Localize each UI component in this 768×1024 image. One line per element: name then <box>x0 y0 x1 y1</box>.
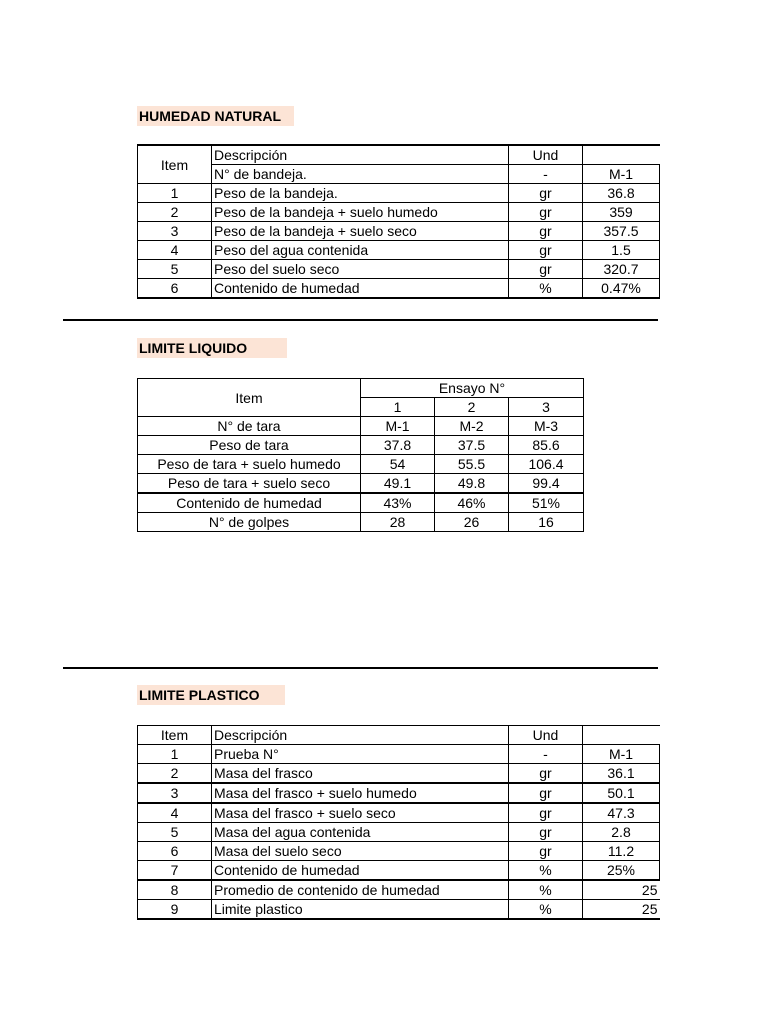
header-descripcion: Descripción <box>212 726 509 745</box>
row-value: 2.8 <box>583 823 660 842</box>
row-und: gr <box>509 764 583 784</box>
table-row <box>138 513 584 532</box>
row-value: 36.8 <box>583 184 660 203</box>
row-desc: Contenido de humedad <box>212 279 509 299</box>
row-item: 6 <box>138 842 212 861</box>
header-item: Item <box>138 726 212 745</box>
row-und: - <box>509 165 583 184</box>
row-und: gr <box>509 184 583 203</box>
row-desc: Prueba N° <box>212 745 509 764</box>
row-desc: Peso del agua contenida <box>212 241 509 260</box>
row-value: M-1 <box>583 745 660 764</box>
row-desc: Limite plastico <box>212 900 509 920</box>
row-item: 9 <box>138 900 212 920</box>
row-desc: Peso de la bandeja. <box>212 184 509 203</box>
section-divider <box>63 319 658 321</box>
humedad-natural-title: HUMEDAD NATURAL <box>137 106 294 126</box>
table-row <box>138 417 584 436</box>
table-row <box>138 184 660 203</box>
row-item: 4 <box>138 241 212 260</box>
row-und: % <box>509 900 583 920</box>
row-und: gr <box>509 203 583 222</box>
section-divider <box>63 667 658 669</box>
row-value-1: 28 <box>361 513 435 532</box>
row-value: 11.2 <box>583 842 660 861</box>
table-row <box>138 823 660 842</box>
row-value-1: 54 <box>361 455 435 474</box>
limite-plastico-title: LIMITE PLASTICO <box>137 685 285 705</box>
table-header-row <box>138 379 584 398</box>
row-value-1: 43% <box>361 493 435 513</box>
row-desc: Peso de la bandeja + suelo humedo <box>212 203 509 222</box>
table-row <box>138 455 584 474</box>
row-value: 359 <box>583 203 660 222</box>
header-item: Item <box>138 379 361 417</box>
row-value-2: 37.5 <box>435 436 509 455</box>
row-value: 0.47% <box>583 279 660 299</box>
row-value: 25 <box>583 880 660 900</box>
row-value-1: 37.8 <box>361 436 435 455</box>
row-value: M-1 <box>583 165 660 184</box>
row-item: 2 <box>138 764 212 784</box>
table-row <box>138 493 584 513</box>
row-label: Contenido de humedad <box>138 493 361 513</box>
table-row <box>138 880 660 900</box>
header-ensayo: Ensayo N° <box>361 379 584 398</box>
row-value: 1.5 <box>583 241 660 260</box>
header-und: Und <box>509 145 583 165</box>
row-desc: Peso de la bandeja + suelo seco <box>212 222 509 241</box>
header-item: Item <box>138 145 212 184</box>
header-descripcion: Descripción <box>212 145 509 165</box>
row-item: 7 <box>138 861 212 881</box>
row-value: 47.3 <box>583 803 660 823</box>
table-row <box>138 222 660 241</box>
table-row <box>138 436 584 455</box>
row-label: Peso de tara + suelo seco <box>138 474 361 494</box>
row-value-3: 51% <box>509 493 584 513</box>
row-value-2: 26 <box>435 513 509 532</box>
table-row <box>138 165 660 184</box>
table-row <box>138 279 660 299</box>
row-value-3: M-3 <box>509 417 584 436</box>
row-und: % <box>509 279 583 299</box>
row-desc: N° de bandeja. <box>212 165 509 184</box>
table-row <box>138 241 660 260</box>
row-item: 1 <box>138 184 212 203</box>
row-value: 36.1 <box>583 764 660 784</box>
row-desc: Contenido de humedad <box>212 861 509 881</box>
row-item: 5 <box>138 823 212 842</box>
row-und: gr <box>509 842 583 861</box>
header-ensayo-2: 2 <box>435 398 509 417</box>
row-item: 8 <box>138 880 212 900</box>
row-value: 25% <box>583 861 660 881</box>
row-value-2: 55.5 <box>435 455 509 474</box>
table-row <box>138 745 660 764</box>
row-value-3: 106.4 <box>509 455 584 474</box>
limite-liquido-title: LIMITE LIQUIDO <box>137 338 287 358</box>
header-und: Und <box>509 726 583 745</box>
row-item: 6 <box>138 279 212 299</box>
table-row <box>138 764 660 784</box>
row-und: gr <box>509 222 583 241</box>
row-label: Peso de tara <box>138 436 361 455</box>
limite-liquido-table <box>137 378 584 532</box>
row-value-2: 46% <box>435 493 509 513</box>
header-ensayo-3: 3 <box>509 398 584 417</box>
table-row <box>138 861 660 881</box>
header-value-empty <box>583 145 660 165</box>
header-ensayo-1: 1 <box>361 398 435 417</box>
row-desc: Masa del frasco + suelo seco <box>212 803 509 823</box>
table-row <box>138 842 660 861</box>
table-row <box>138 203 660 222</box>
row-value-2: 49.8 <box>435 474 509 494</box>
humedad-natural-table <box>137 144 660 299</box>
table-header-row <box>138 726 660 745</box>
row-value: 50.1 <box>583 783 660 803</box>
row-und: gr <box>509 241 583 260</box>
row-value-3: 85.6 <box>509 436 584 455</box>
row-label: N° de tara <box>138 417 361 436</box>
row-item: 3 <box>138 783 212 803</box>
row-value-1: M-1 <box>361 417 435 436</box>
row-und: gr <box>509 803 583 823</box>
row-value-2: M-2 <box>435 417 509 436</box>
table-row <box>138 474 584 494</box>
row-desc: Masa del suelo seco <box>212 842 509 861</box>
row-item: 1 <box>138 745 212 764</box>
row-und: gr <box>509 260 583 279</box>
row-und: % <box>509 861 583 881</box>
row-item: 3 <box>138 222 212 241</box>
row-value: 357.5 <box>583 222 660 241</box>
table-row <box>138 783 660 803</box>
row-item: 5 <box>138 260 212 279</box>
row-value-3: 99.4 <box>509 474 584 494</box>
row-desc: Masa del frasco + suelo humedo <box>212 783 509 803</box>
row-und: % <box>509 880 583 900</box>
row-desc: Promedio de contenido de humedad <box>212 880 509 900</box>
row-item: 4 <box>138 803 212 823</box>
row-desc: Peso del suelo seco <box>212 260 509 279</box>
row-und: - <box>509 745 583 764</box>
row-und: gr <box>509 783 583 803</box>
row-value: 320.7 <box>583 260 660 279</box>
row-und: gr <box>509 823 583 842</box>
row-label: N° de golpes <box>138 513 361 532</box>
row-item: 2 <box>138 203 212 222</box>
row-value: 25 <box>583 900 660 920</box>
row-desc: Masa del frasco <box>212 764 509 784</box>
table-row <box>138 803 660 823</box>
row-value-1: 49.1 <box>361 474 435 494</box>
limite-plastico-table <box>137 725 660 920</box>
row-label: Peso de tara + suelo humedo <box>138 455 361 474</box>
row-desc: Masa del agua contenida <box>212 823 509 842</box>
row-value-3: 16 <box>509 513 584 532</box>
table-row <box>138 260 660 279</box>
table-header-row <box>138 145 660 165</box>
header-value-empty <box>583 726 660 745</box>
table-row <box>138 900 660 920</box>
